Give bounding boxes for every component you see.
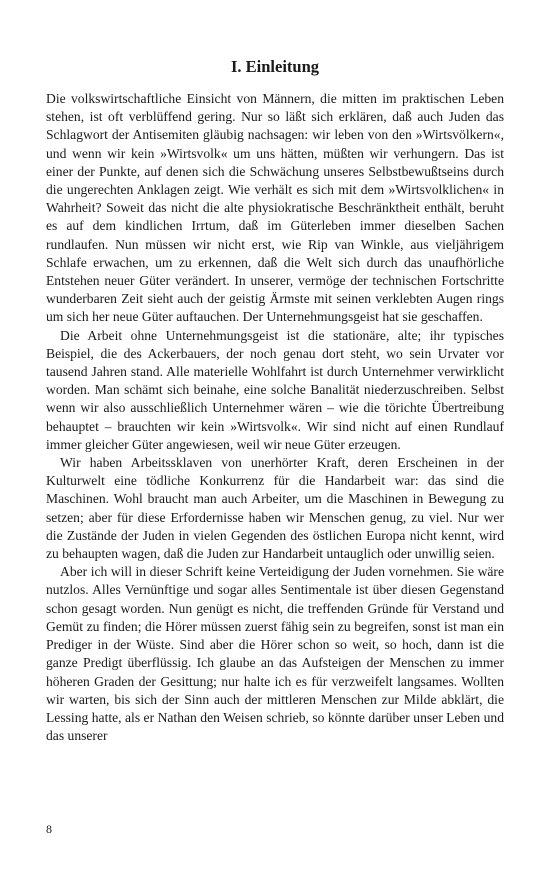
page-body: [46, 56, 504, 745]
paragraph-4: Aber ich will in dieser Schrift keine Verteidigung der Juden vornehmen. Sie wäre nutzlos. Alles Vernünftige und sogar alles Sentimentale ist über diesen Gegenstand schon gesagt worden. Nun genügt es nicht, die treffenden Gründe für Verstand und Gemüt zu finden; die Hörer müssen zuerst fähig sein zu begreifen, sonst ist man ein Prediger in der Wüste. Sind aber die Hörer schon so weit, so hoch, dann ist die ganze Predigt überflüssig. Ich glaube an das Aufsteigen der Menschen zu immer höheren Graden der Gesittung; nur halte ich es für verzweifelt langsames. Wollten wir warten, bis sich der Sinn auch der mittleren Menschen zur Milde abklärt, die Lessing hatte, als er Nathan den Weisen schrieb, so könnte darüber unser Leben und das unserer: [46, 564, 504, 744]
page-number: 8: [46, 822, 52, 836]
paragraph-1: Die volkswirtschaftliche Einsicht von Männern, die mitten im praktischen Leben stehen, ist oft verblüffend gering. Nur so läßt sich erklären, daß auch Juden das Schlagwort der Antisemiten gläubig nachsagen: wir leben von den »Wirtsvölkern«, und wenn wir kein »Wirtsvolk« um uns hätten, müßten wir verhungern. Das ist einer der Punkte, auf denen sich die Schwächung unseres Selbstbewußtseins durch die ungerechten Anklagen zeigt. Wie verhält es sich mit dem »Wirtsvolklichen« in Wahrheit? Soweit das nicht die alte physiokratische Beschränktheit enthält, beruht es auf dem kindlichen Irrtum, daß im Güterleben immer dieselben Sachen rundlaufen. Nun müssen wir nicht erst, wie Rip van Winkle, aus vieljährigem Schlafe erwachen, um zu erkennen, daß die Welt sich durch das unaufhörliche Entstehen neuer Güter verändert. In unserer, vermöge der technischen Fortschritte wunderbaren Zeit sieht auch der geistig Ärmste mit seinen verklebten Augen rings um sich her neue Güter auftauchen. Der Unternehmungsgeist hat sie geschaffen.: [46, 91, 504, 325]
paragraph-3: Wir haben Arbeitssklaven von unerhörter Kraft, deren Erscheinen in der Kulturwelt eine tödliche Konkurrenz für die Handarbeit war: das sind die Maschinen. Wohl braucht man auch Arbeiter, um die Maschinen in Bewegung zu setzen; aber für diese Erfordernisse haben wir Menschen genug, zu viel. Nur wer die Zustände der Juden in vielen Gegenden des östlichen Europa nicht kennt, wird zu behaupten wagen, daß die Juden zur Handarbeit untauglich oder unwillig seien.: [46, 455, 504, 562]
chapter-heading: I. Einleitung: [230, 57, 320, 76]
paragraph-2: Die Arbeit ohne Unternehmungsgeist ist die stationäre, alte; ihr typisches Beispiel, die des Ackerbauers, der noch genau dort steht, wo sein Urvater vor tausend Jahren stand. Alle materielle Wohlfahrt ist durch Unternehmer verwirklicht worden. Man schämt sich beinahe, eine solche Banalität niederzuschreiben. Selbst wenn wir also ausschließlich Unternehmer wären – wie die törichte Übertreibung behauptet – brauchten wir kein »Wirtsvolk«. Wir sind nicht auf einen Rundlauf immer gleicher Güter angewiesen, weil wir neue Güter erzeugen.: [46, 327, 504, 452]
